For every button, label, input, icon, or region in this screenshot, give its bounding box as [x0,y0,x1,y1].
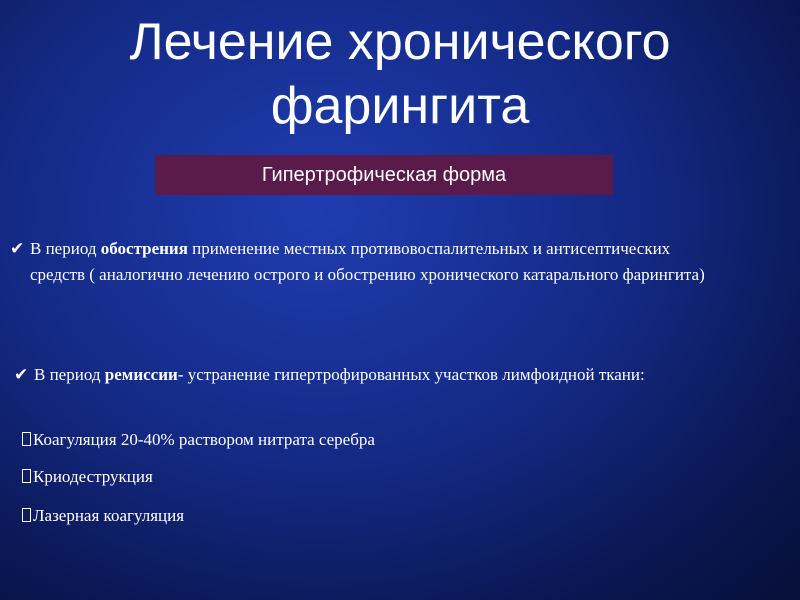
box-bullet-icon [22,469,31,483]
exacerbation-paragraph [10,236,710,288]
subitem-laser [22,503,184,529]
check-icon: ✔ [10,239,25,259]
subtitle-box [155,155,613,195]
remission-prefix: В период [34,365,105,384]
box-bullet-icon [22,432,31,446]
remission-text: - устранение гипертрофированных участков лимфоидной ткани: [177,365,645,384]
subitem-coagulation [22,427,375,453]
treatment-remission-item [14,362,674,388]
subitem-label: Лазерная коагуляция [33,506,185,525]
title-line-1: Лечение хронического [129,13,671,71]
remission-bold: ремиссии [104,365,178,384]
exacerbation-text: применение местных противовоспалительных и антисептических средств ( аналогично лечению острого и обострению хронического катарального фарингита) [30,239,705,284]
check-icon: ✔ [14,365,29,385]
subitem-label: Криодеструкция [33,467,153,486]
title-line-2: фарингита [270,77,530,135]
exacerbation-bold: обострения [100,239,188,258]
box-bullet-icon [22,508,31,522]
treatment-exacerbation-item [10,236,710,288]
subitem-cryodestruction [22,464,153,490]
remission-paragraph [14,362,674,388]
subtitle-text: Гипертрофическая форма [261,163,507,186]
slide-title [0,10,800,138]
exacerbation-prefix: В период [30,239,101,258]
subitem-label: Коагуляция 20-40% раствором нитрата серебра [33,430,375,449]
